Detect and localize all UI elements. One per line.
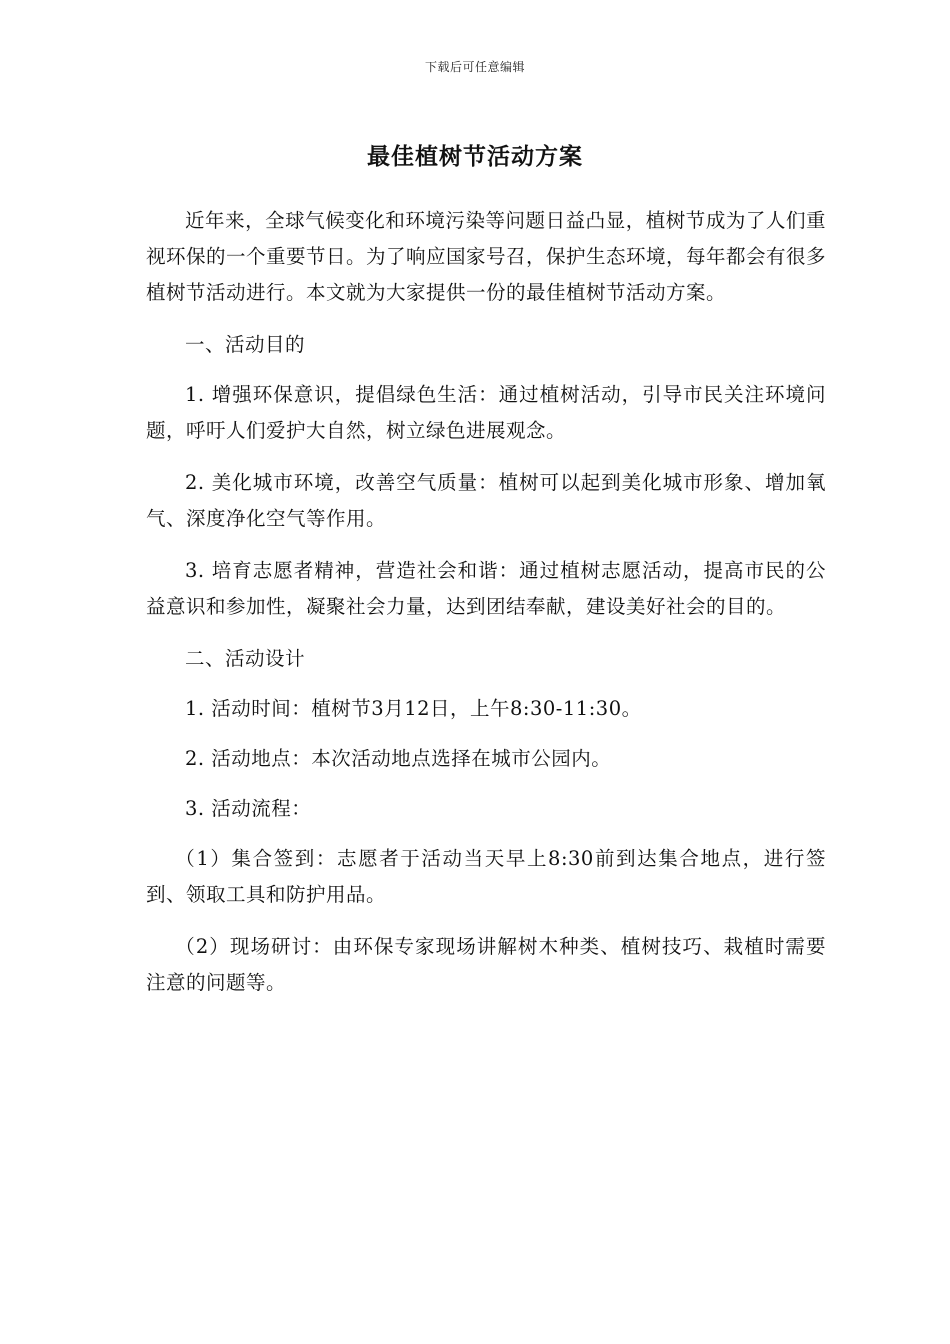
document-body <box>146 203 826 1017</box>
design-item-time: 1. 活动时间：植树节3月12日，上午8:30-11:30。 <box>185 697 642 720</box>
purpose-item-2: 2. 美化城市环境，改善空气质量：植树可以起到美化城市形象、增加氧气、深度净化空气等作用。 <box>146 471 826 530</box>
process-step-1: （1）集合签到：志愿者于活动当天早上8:30前到达集合地点，进行签到、领取工具和防护用品。 <box>146 847 826 906</box>
design-item-process: 3. 活动流程： <box>185 797 312 820</box>
design-item-location: 2. 活动地点：本次活动地点选择在城市公园内。 <box>185 747 612 770</box>
section-heading-purpose: 一、活动目的 <box>185 333 306 356</box>
process-step-2: （2）现场研讨：由环保专家现场讲解树木种类、植树技巧、栽植时需要注意的问题等。 <box>146 935 826 994</box>
header-note: 下载后可任意编辑 <box>424 60 525 74</box>
intro-paragraph: 近年来，全球气候变化和环境污染等问题日益凸显，植树节成为了人们重视环保的一个重要节日。为了响应国家号召，保护生态环境，每年都会有很多植树节活动进行。本文就为大家提供一份的最佳植树节活动方案。 <box>146 209 827 304</box>
purpose-item-1: 1. 增强环保意识，提倡绿色生活：通过植树活动，引导市民关注环境问题，呼吁人们爱护大自然，树立绿色进展观念。 <box>146 383 826 442</box>
section-heading-design: 二、活动设计 <box>185 647 306 670</box>
document-title: 最佳植树节活动方案 <box>367 144 583 170</box>
purpose-item-3: 3. 培育志愿者精神，营造社会和谐：通过植树志愿活动，提高市民的公益意识和参加性，凝聚社会力量，达到团结奉献，建设美好社会的目的。 <box>146 559 826 618</box>
